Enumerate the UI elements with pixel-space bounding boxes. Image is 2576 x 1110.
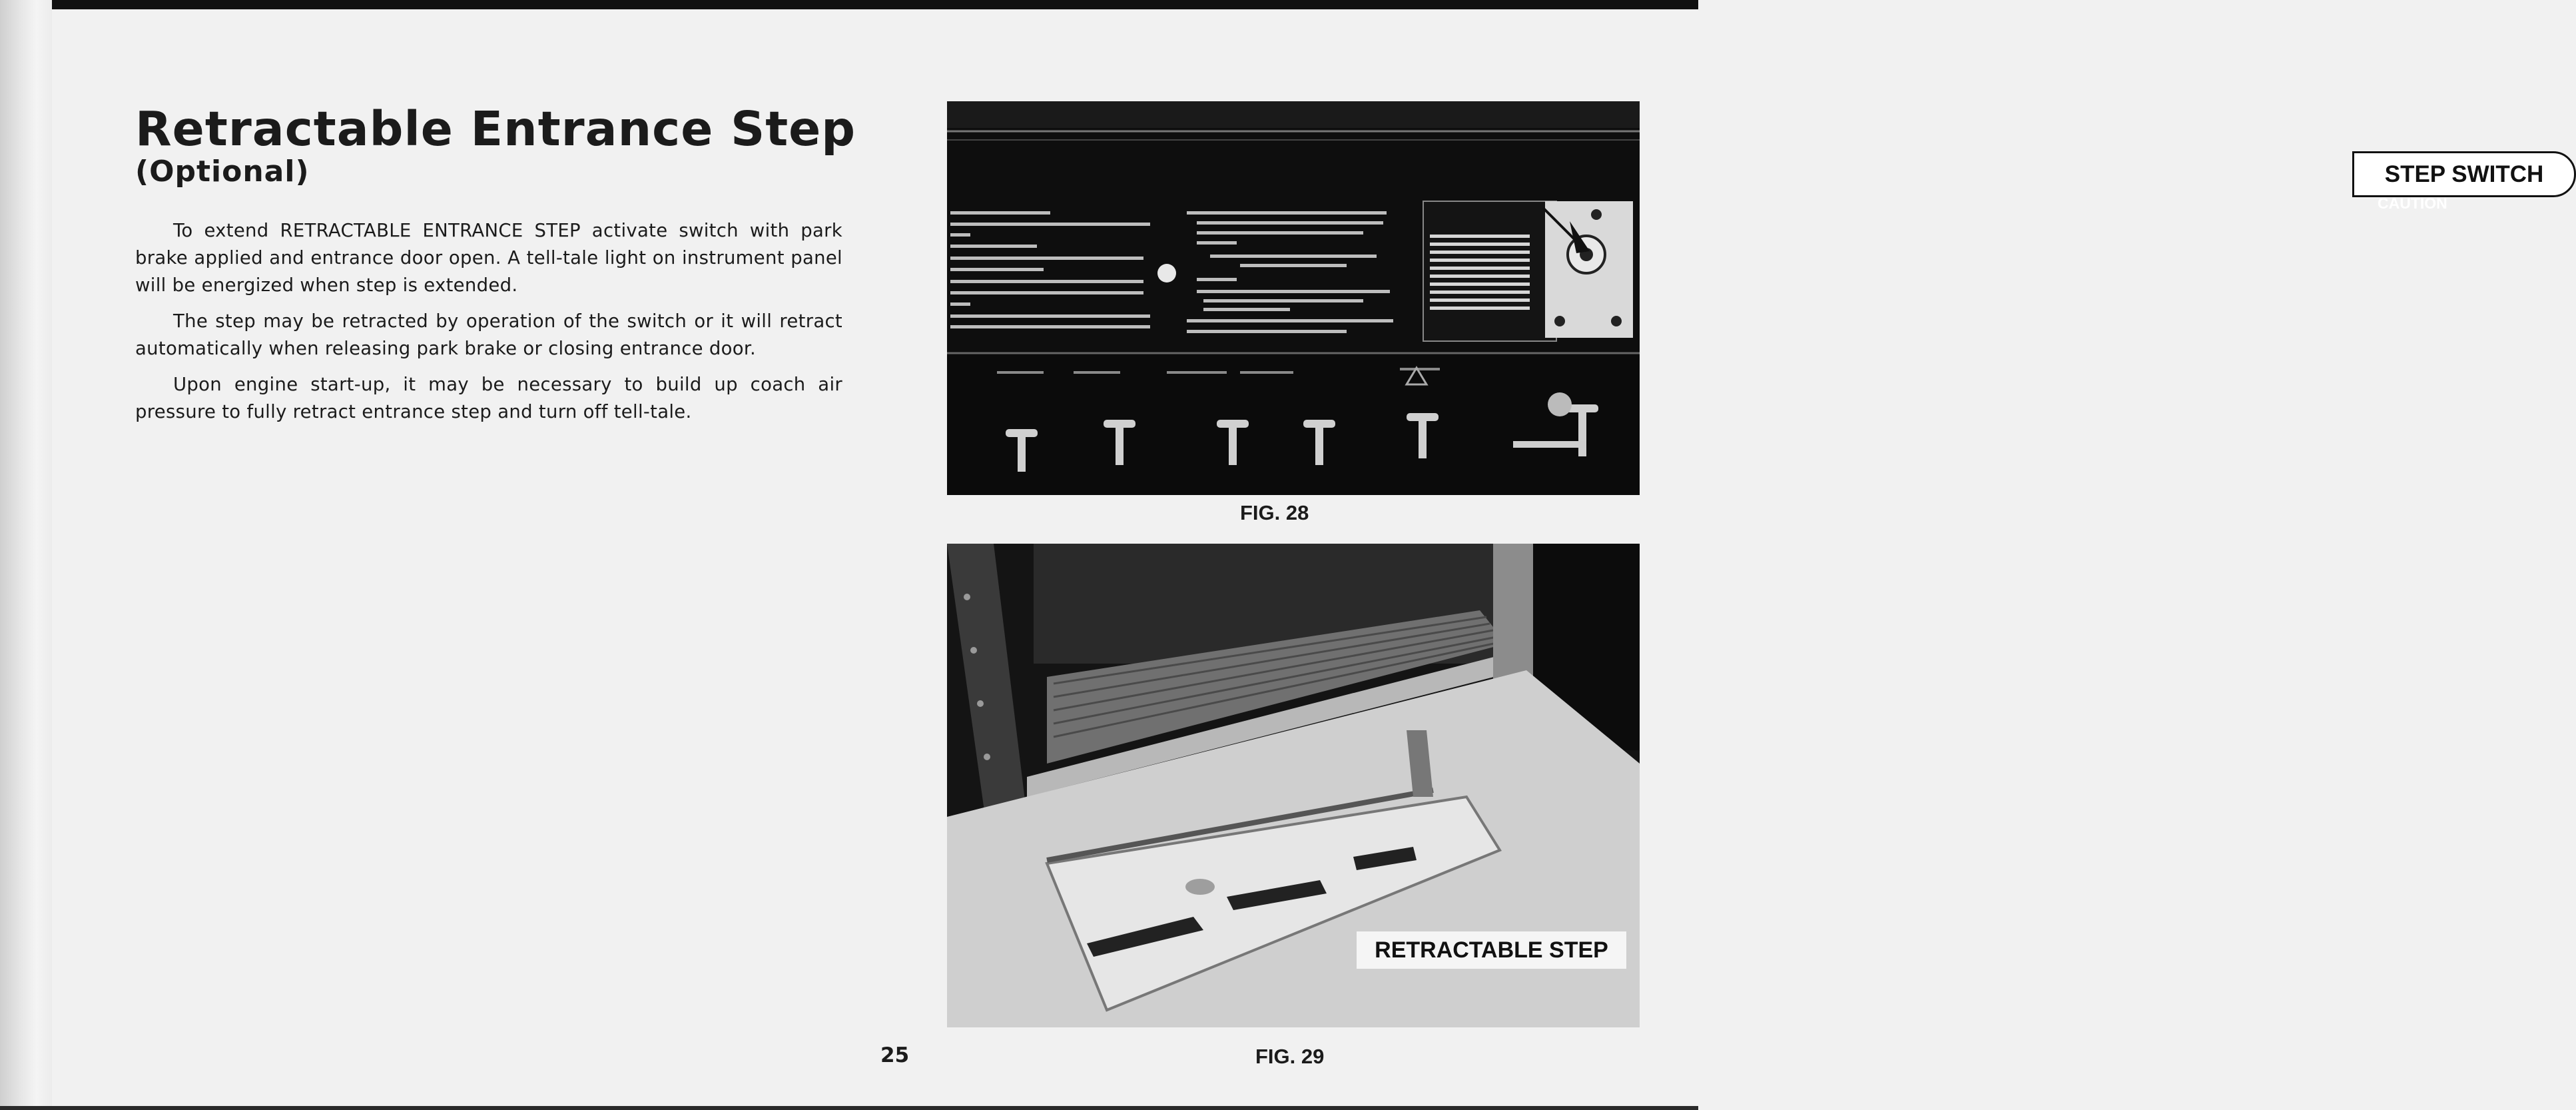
paragraph-engine-startup: Upon engine start-up, it may be necessary to build up coach air pressure to fully retract entrance step and turn off tell-tale. — [135, 374, 842, 422]
fig28-illustration — [947, 101, 1640, 495]
step-switch-callout: STEP SWITCH — [2352, 151, 2576, 197]
page-subtitle: (Optional) — [135, 155, 310, 189]
page-binding-shadow — [0, 0, 52, 1110]
paragraph-extend-step: To extend RETRACTABLE ENTRANCE STEP activate switch with park brake applied and entrance door open. A tell-tale light on instrument panel will be energized when step is extended. — [135, 220, 842, 296]
fig28-photo — [947, 101, 2544, 495]
caution-plate-label: CAUTION — [2378, 195, 2447, 212]
paragraph-retract-step: The step may be retracted by operation of the switch or it will retract automatically when releasing park brake or closing entrance door. — [135, 310, 842, 359]
page-bottom-edge — [0, 1106, 1698, 1110]
retractable-step-callout: RETRACTABLE STEP — [1357, 931, 1626, 969]
fig28-caption: FIG. 28 — [1240, 501, 1309, 524]
fig29-caption: FIG. 29 — [1255, 1045, 1325, 1068]
page-top-edge — [0, 0, 1698, 9]
page-title: Retractable Entrance Step — [135, 101, 856, 157]
fig29-photo — [947, 544, 1640, 1027]
page-number: 25 — [880, 1043, 910, 1067]
